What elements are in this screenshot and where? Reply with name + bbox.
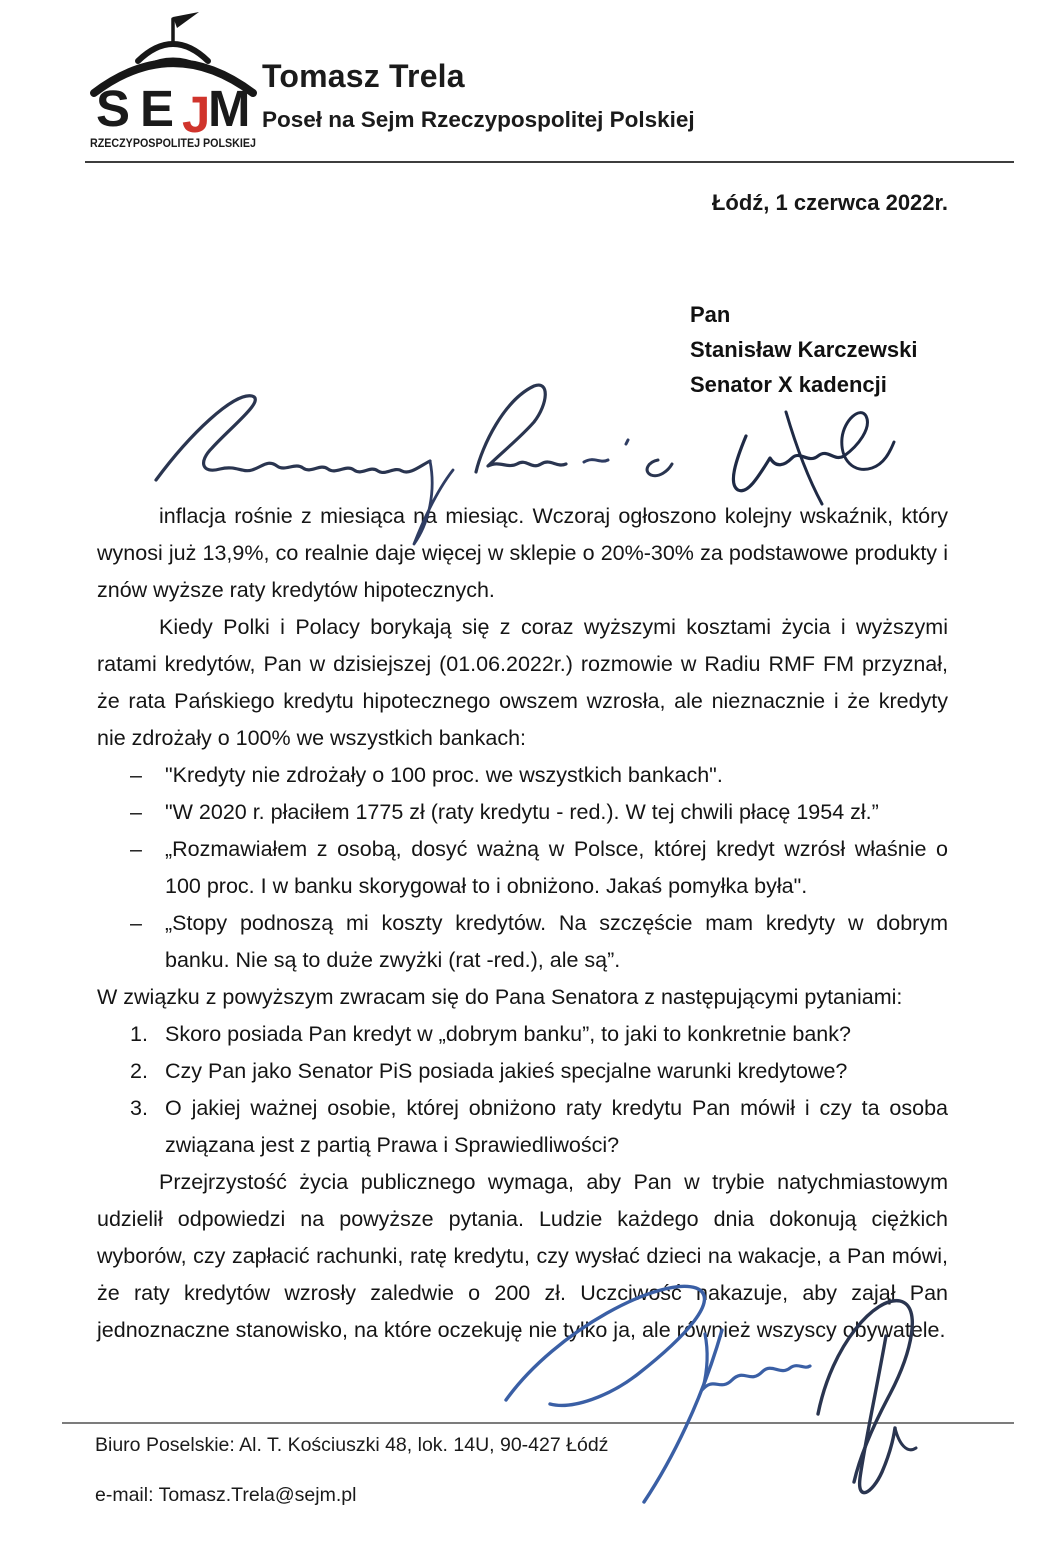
quote-item <box>97 757 948 794</box>
question-item <box>97 1016 948 1053</box>
quote-text: "Kredyty nie zdrożały o 100 proc. we wszystkich bankach". <box>165 763 723 787</box>
paragraph-inflation: inflacja rośnie z miesiąca na miesiąc. Wczoraj ogłoszono kolejny wskaźnik, który wynosi już 13,9%, co realnie daje więcej w sklepie o 20%-30% za podstawowe produkty i znów wyższe raty kredytów hipotecznych. <box>97 504 948 602</box>
number-marker: 3. <box>130 1096 148 1120</box>
quote-item <box>97 905 948 979</box>
logo-letter-j: J <box>182 86 211 143</box>
sender-name: Tomasz Trela <box>262 58 465 94</box>
letter-body <box>97 498 948 1349</box>
quote-text: „Stopy podnoszą mi koszty kredytów. Na szczęście mam kredyty w dobrym banku. Nie są to duże zwyżki (rat -red.), ale są”. <box>165 911 948 972</box>
question-item <box>97 1090 948 1164</box>
number-marker: 1. <box>130 1022 148 1046</box>
sender-role: Poseł na Sejm Rzeczypospolitej Polskiej <box>262 107 695 132</box>
date-line: Łódź, 1 czerwca 2022r. <box>711 190 948 215</box>
quote-text: „Rozmawiałem z osobą, dosyć ważną w Polsce, której kredyt wzrósł właśnie o 100 proc. I w banku skorygował to i obniżono. Jakaś pomyłka była". <box>165 837 948 898</box>
dash-marker: – <box>130 911 142 935</box>
question-text: Skoro posiada Pan kredyt w „dobrym banku”, to jaki to konkretnie bank? <box>165 1022 851 1046</box>
logo-letter-s: S <box>96 80 131 137</box>
question-text: Czy Pan jako Senator PiS posiada jakieś specjalne warunki kredytowe? <box>165 1059 848 1083</box>
recipient-block <box>690 297 917 402</box>
recipient-salutation: Pan <box>690 302 731 327</box>
logo-acronym <box>96 80 250 143</box>
paragraph-interview: Kiedy Polki i Polacy borykają się z coraz wyższymi kosztami życia i wyższymi ratami kredytów, Pan w dzisiejszej (01.06.2022r.) rozmowie w Radiu RMF FM przyznał, że rata Pańskiego kredytu hipotecznego owszem wzrosła, ale nieznacznie i że kredyty nie zdrożały o 100% we wszystkich bankach: <box>97 615 948 750</box>
header-divider <box>85 161 1014 163</box>
quote-item <box>97 831 948 905</box>
sejm-logo <box>88 8 260 150</box>
logo-letter-e: E <box>140 80 175 137</box>
logo-subtitle: RZECZYPOSPOLITEJ POLSKIEJ <box>90 136 256 150</box>
recipient-title: Senator X kadencji <box>690 372 887 397</box>
footer-divider <box>62 1422 1014 1424</box>
dash-marker: – <box>130 763 142 787</box>
quote-text: "W 2020 r. płaciłem 1775 zł (raty kredytu - red.). W tej chwili płacę 1954 zł.” <box>165 800 879 824</box>
footer-office-address: Biuro Poselskie: Al. T. Kościuszki 48, lok. 14U, 90-427 Łódź <box>95 1434 609 1456</box>
dash-marker: – <box>130 837 142 861</box>
logo-letter-m: M <box>208 80 251 137</box>
question-item <box>97 1053 948 1090</box>
recipient-name: Stanisław Karczewski <box>690 337 918 362</box>
footer-email: e-mail: Tomasz.Trela@sejm.pl <box>95 1484 357 1506</box>
dash-marker: – <box>130 800 142 824</box>
number-marker: 2. <box>130 1059 148 1083</box>
paragraph-transition: W związku z powyższym zwracam się do Pana Senatora z następującymi pytaniami: <box>97 985 903 1009</box>
quote-item <box>97 794 948 831</box>
question-text: O jakiej ważnej osobie, której obniżono raty kredytu Pan mówił i czy ta osoba związana jest z partią Prawa i Sprawiedliwości? <box>165 1096 948 1157</box>
flag-icon <box>173 12 199 28</box>
paragraph-closing: Przejrzystość życia publicznego wymaga, aby Pan w trybie natychmiastowym udzielił odpowiedzi na powyższe pytania. Ludzie każdego dnia dokonują ciężkich wyborów, czy zapłacić rachunki, ratę kredytu, czy wysłać dzieci na wakacje, a Pan mówi, że raty kredytów wzrosły zaledwie o 200 zł. Uczciwość nakazuje, aby zajął Pan jednoznaczne stanowisko, na które oczekuję nie tylko ja, ale również wszyscy obywatele. <box>97 1170 948 1342</box>
sender-block <box>262 58 695 133</box>
